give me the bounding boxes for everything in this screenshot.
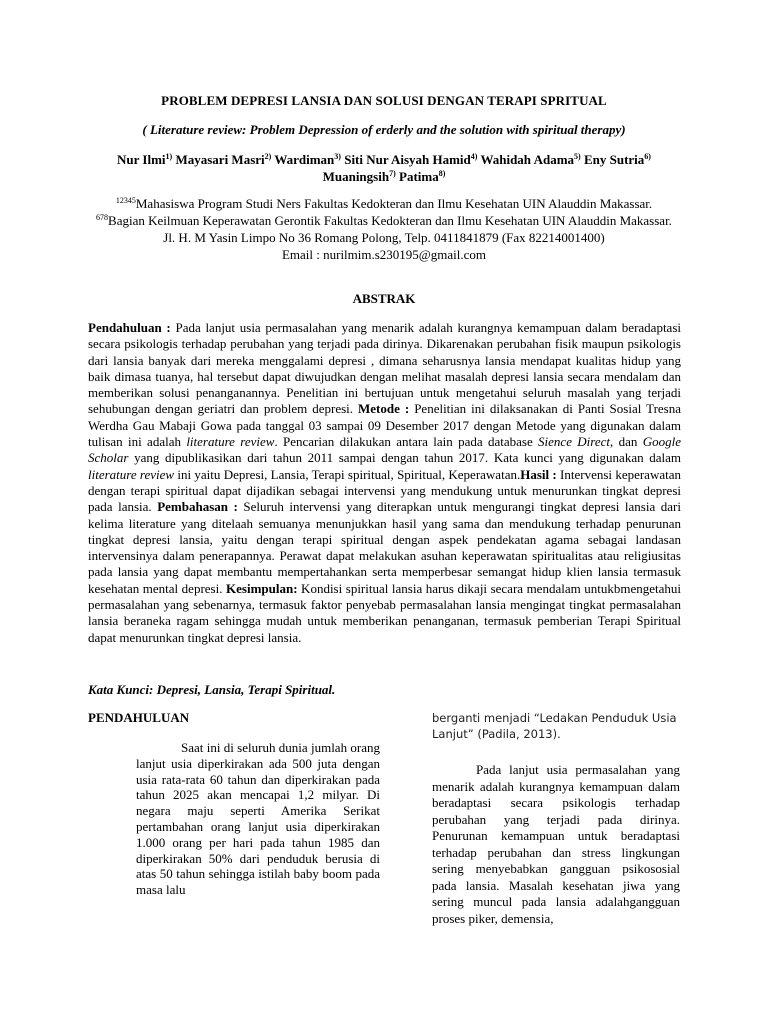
author-sup: 2) — [264, 152, 272, 161]
body-paragraph: Pada lanjut usia permasalahan yang menarik adalah kurangnya kemampuan dalam beradaptasi secara psikologis terhadap perubahan yang terjadi pada dirinya. Penurunan kemampuan untuk beradaptasi terhadap perubahan dan stress lingkungan sering menyebabkan gangguan psikososial pada lansia. Masalah kesehatan jiwa yang sering muncul pada lansia adalahgangguan proses piker, demensia, — [432, 762, 680, 926]
address: Jl. H. M Yasin Limpo No 36 Romang Polong, Telp. 0411841879 (Fax 82214001400) — [163, 230, 605, 245]
affiliation-1: $^{12345}$Mahasiswa Program Studi Ners Fakultas Kedokteran dan Ilmu Kesehatan UIN Alauddin Makassar. — [115, 196, 653, 211]
paper-subtitle: ( Literature review: Problem Depression of erderly and the solution with spiritual therapy) — [142, 122, 626, 137]
author-sup: 8) — [438, 169, 446, 178]
keywords: Kata Kunci: Depresi, Lansia, Terapi Spiritual. — [88, 682, 336, 697]
affiliations — [80, 195, 688, 263]
left-column — [88, 710, 380, 898]
author-sup: 4) — [470, 152, 478, 161]
author-name: Mayasari Masri — [175, 152, 265, 167]
author-name: Siti Nur Aisyah Hamid — [344, 152, 471, 167]
label-kesimpulan: Kesimpulan: — [226, 580, 298, 596]
continued-text: berganti menjadi “Ledakan Penduduk Usia Lanjut” (Padila, 2013). — [432, 711, 677, 741]
label-metode: Metode : — [358, 401, 410, 417]
author-name: Patima — [399, 169, 439, 184]
author-name: Wardiman — [274, 152, 335, 167]
label-pembahasan: Pembahasan : — [157, 499, 238, 515]
label-hasil: Hasil : — [520, 466, 557, 482]
paper-title: PROBLEM DEPRESI LANSIA DAN SOLUSI DENGAN TERAPI SPRITUAL — [161, 93, 607, 108]
author-list — [80, 151, 688, 185]
author-sup: 6) — [644, 152, 651, 161]
author-sup: 3) — [334, 152, 341, 161]
affiliation-2: $^{678}$Bagian Keilmuan Keperawatan Gerontik Fakultas Kedokteran dan Ilmu Kesehatan UIN Alauddin Makassar. — [96, 213, 672, 228]
abstract-heading: ABSTRAK — [352, 291, 416, 306]
right-column — [432, 710, 680, 927]
author-line-2 — [80, 168, 688, 185]
email: Email : nurilmim.s230195@gmail.com — [281, 247, 487, 262]
abstract-body: Pendahuluan : Pada lanjut usia permasalahan yang menarik adalah kurangnya kemampuan dalam beradaptasi secara psikologis terhadap perubahan yang terjadi pada dirinya. Dikarenakan perubahan fisik maupun psikologis dari lansia banyak dari mereka menggalami depresi , dimana seharusnya lansia mendapat kualitas hidup yang baik dimasa tuanya, hal tersebut dapat diwujudkan dengan melihat masalah depresi lansia secara mendalam dan memberikan solusi penanganannya. Penelitian ini bertujuan untuk mengetahui seluruh masalah yang terjadi sehubungan dengan geriatri dan problem depresi. Metode : Penelitian ini dilaksanakan di Panti Sosial Tresna Werdha Gau Mabaji Gowa pada tanggal 03 sampai 09 Desember 2017 dengan Metode yang digunakan dalam tulisan ini adalah literature review. Pencarian dilakukan antara lain pada database Sience Direct, dan Google Scholar yang dipublikasikan dari tahun 2011 sampai dengan tahun 2017. Kata kunci yang digunakan dalam literature review ini yaitu Depresi, Lansia, Terapi spiritual, Spiritual, Keperawatan.Hasil : Intervensi keperawatan dengan terapi spiritual dapat dijadikan sebagai intervensi yang mendukung untuk menurunkan tingkat depresi pada lansia. Pembahasan : Seluruh intervensi yang diterapkan untuk mengurangi tingkat depresi lansia dari kelima literature yang ditelaah semuanya menunjukkan hasil yang sama dan mendukung terhadap penurunan tingkat depresi lansia, yaitu dengan terapi spiritual dengan aspek pendekatan agama sebagai landasan intervensinya dalam penerapannya. Perawat dapat melakukan asuhan keperawatan spiritualitas atau religiusitas pada lansia yang dapat membantu mempertahankan serta memperbesar semangat hidup klien lansia termasuk kesehatan mental depresi. Kesimpulan: Kondisi spiritual lansia harus dikaji secara mendalam untukbmengetahui permasalahan yang sebenarnya, termasuk faktor penyebab permasalahan lansia mengingat tingkat permasalahan lansia beraneka ragam sehingga mudah untuk memberikan penanganan, termasuk pemberian Terapi Spiritual dapat menurunkan tingkat depresi lansia. — [88, 320, 682, 645]
author-line-1 — [80, 151, 688, 168]
author-sup: 1) — [165, 152, 173, 161]
label-pendahuluan: Pendahuluan : — [88, 320, 171, 335]
author-name: Wahidah Adama — [480, 152, 575, 167]
section-heading-pendahuluan: PENDAHULUAN — [88, 710, 190, 725]
author-sup: 7) — [389, 169, 396, 178]
author-name: Eny Sutria — [583, 152, 645, 167]
author-name: Muaningsih — [322, 169, 390, 184]
author-name: Nur Ilmi — [117, 152, 166, 167]
author-sup: 5) — [574, 152, 581, 161]
body-paragraph: Saat ini di seluruh dunia jumlah orang lanjut usia diperkirakan ada 500 juta dengan usia rata-rata 60 tahun dan diperkirakan pada tahun 2025 akan mencapai 1,2 milyar. Di negara maju seperti Amerika Serikat pertambahan orang lanjut usia diperkirakan 1.000 orang per hari pada tahun 1985 dan diperkirakan 50% dari penduduk berusia di atas 50 tahun sehingga istilah baby boom pada masa lalu — [136, 740, 380, 898]
